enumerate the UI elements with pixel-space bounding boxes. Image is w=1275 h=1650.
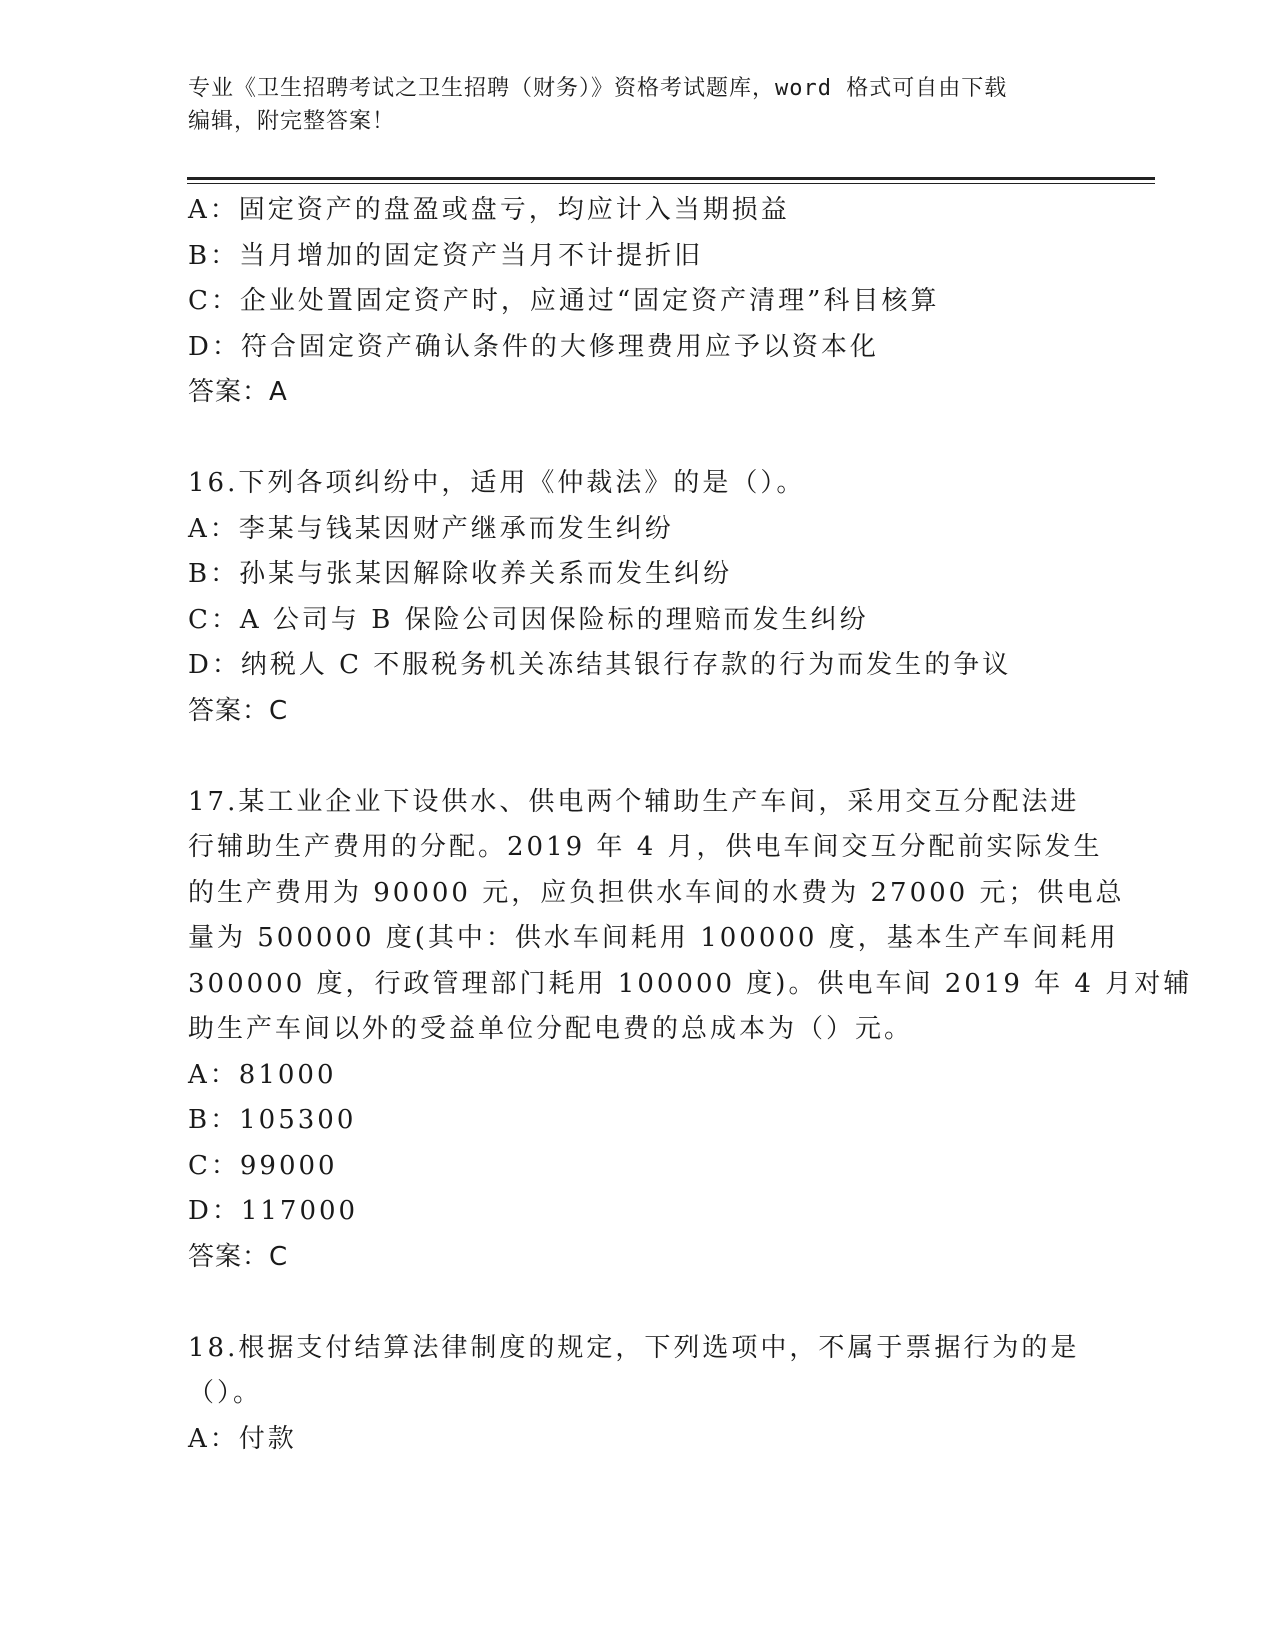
question-16 [188, 461, 1088, 734]
header-divider-thick [187, 177, 1155, 180]
option-d: D：纳税人 C 不服税务机关冻结其银行存款的行为而发生的争议 [188, 650, 1012, 680]
question-stem-line: 行辅助生产费用的分配。2019 年 4 月，供电车间交互分配前实际发生 [188, 832, 1103, 862]
option-c: C：99000 [188, 1150, 338, 1181]
question-15 [188, 188, 1088, 416]
option-c: C：企业处置固定资产时，应通过“固定资产清理”科目核算 [188, 286, 940, 316]
option-b: B：105300 [188, 1105, 357, 1135]
question-stem-line: （）。 [188, 1378, 263, 1408]
answer: 答案：C [188, 695, 289, 726]
question-list [188, 188, 1193, 1462]
question-stem: 16.下列各项纠纷中，适用《仲裁法》的是（）。 [188, 468, 806, 498]
option-a: A：81000 [188, 1059, 337, 1090]
option-d: D：117000 [188, 1196, 359, 1226]
question-stem-line: 的生产费用为 90000 元，应负担供水车间的水费为 27000 元；供电总 [188, 877, 1125, 908]
option-a: A：李某与钱某因财产继承而发生纠纷 [188, 513, 674, 544]
question-stem-line: 量为 500000 度(其中：供水车间耗用 100000 度，基本生产车间耗用 [188, 923, 1119, 953]
spacer [188, 416, 1088, 462]
document-header [188, 72, 1068, 138]
option-a: A：固定资产的盘盈或盘亏，均应计入当期损益 [188, 195, 790, 225]
option-b: B：当月增加的固定资产当月不计提折旧 [188, 240, 704, 271]
question-stem-line: 18.根据支付结算法律制度的规定，下列选项中，不属于票据行为的是 [188, 1332, 1080, 1363]
answer: 答案：C [188, 1241, 289, 1272]
spacer [188, 734, 1088, 780]
spacer [188, 1280, 1088, 1326]
option-a: A：付款 [188, 1423, 297, 1454]
option-d: D：符合固定资产确认条件的大修理费用应予以资本化 [188, 331, 879, 362]
question-stem-line: 助生产车间以外的受益单位分配电费的总成本为（）元。 [188, 1014, 914, 1044]
header-line-1: 专业《卫生招聘考试之卫生招聘（财务）》资格考试题库，word 格式可自由下载 [188, 76, 1008, 101]
question-stem-line: 17.某工业企业下设供水、供电两个辅助生产车间，采用交互分配法进 [188, 786, 1080, 817]
question-stem-line: 300000 度，行政管理部门耗用 100000 度)。供电车间 2019 年 4 月对辅 [188, 968, 1193, 999]
question-18 [188, 1326, 1088, 1463]
header-line-2: 编辑，附完整答案！ [188, 109, 396, 134]
option-c: C：A 公司与 B 保险公司因保险标的理赔而发生纠纷 [188, 604, 869, 635]
option-b: B：孙某与张某因解除收养关系而发生纠纷 [188, 559, 733, 589]
header-divider-thin [187, 183, 1155, 184]
answer: 答案：A [188, 377, 288, 407]
question-17 [188, 780, 1193, 1281]
